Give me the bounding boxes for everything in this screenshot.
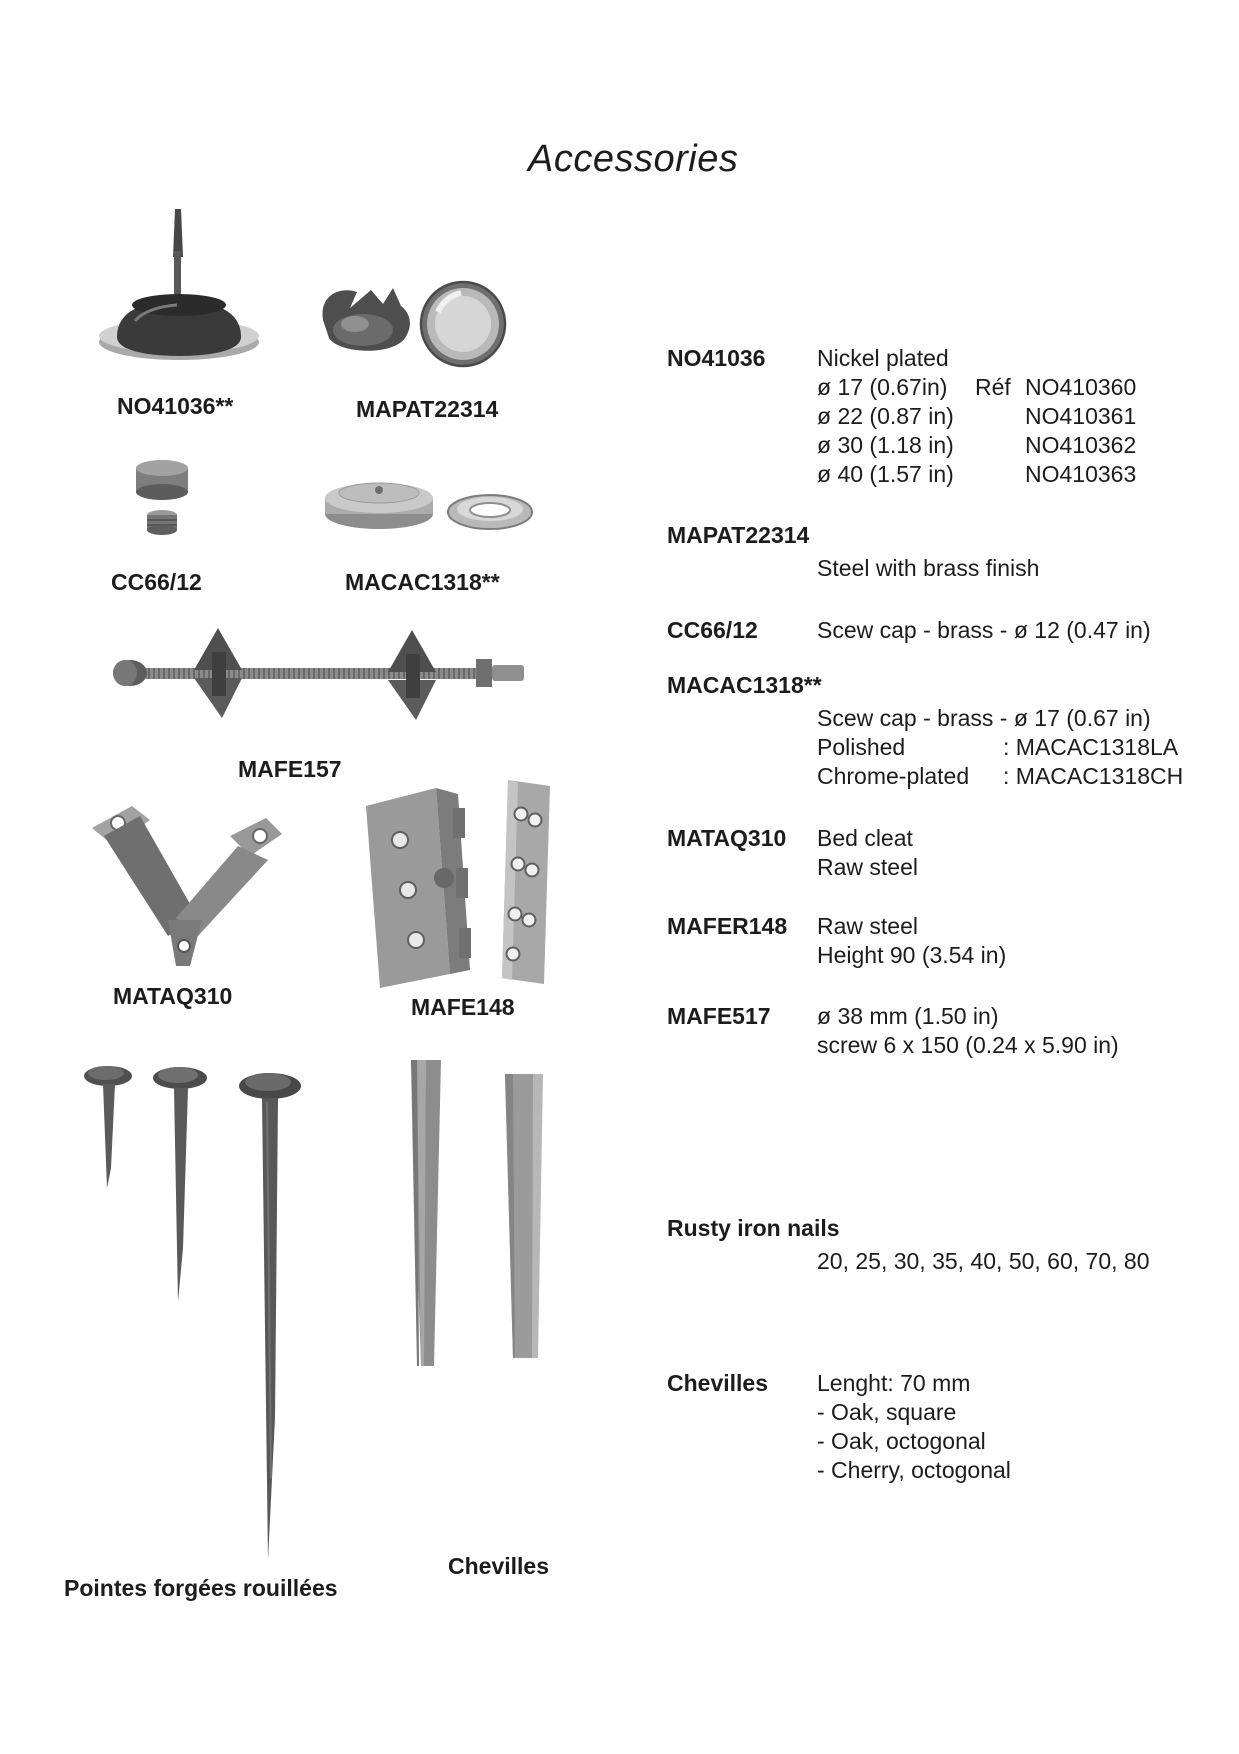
size-ref-row bbox=[817, 460, 1227, 489]
spec-entry-rusty-nails bbox=[667, 1214, 1227, 1276]
spec-line: Raw steel bbox=[817, 913, 918, 939]
spec-desc bbox=[817, 912, 1227, 970]
finish-label: Chrome-plated bbox=[817, 763, 970, 789]
spec-entry-mafe517 bbox=[667, 1002, 1227, 1060]
brass-caps-photo bbox=[305, 276, 515, 371]
spec-term: MAFER148 bbox=[667, 913, 788, 939]
spec-line: - Oak, octogonal bbox=[817, 1428, 986, 1454]
spec-desc bbox=[817, 344, 1227, 489]
size-text: ø 17 (0.67in) bbox=[817, 374, 948, 400]
ref-label: Réf bbox=[975, 374, 1011, 400]
spec-entry-cc6612 bbox=[667, 616, 1227, 645]
spec-line: screw 6 x 150 (0.24 x 5.90 in) bbox=[817, 1032, 1119, 1058]
product-caption-mapat22314: MAPAT22314 bbox=[356, 396, 499, 422]
spec-entry-no41036 bbox=[667, 344, 1227, 489]
product-caption-chevilles: Chevilles bbox=[448, 1553, 549, 1579]
rusty-nails-photo bbox=[78, 1058, 313, 1568]
finish-ref-row bbox=[817, 762, 1227, 791]
spec-line: ø 38 mm (1.50 in) bbox=[817, 1003, 999, 1029]
spec-line: - Cherry, octogonal bbox=[817, 1457, 1011, 1483]
page-title: Accessories bbox=[528, 138, 739, 180]
spec-term: MACAC1318** bbox=[667, 672, 822, 698]
product-caption-macac1318: MACAC1318** bbox=[345, 569, 500, 595]
bed-cleat-photo bbox=[80, 798, 290, 973]
spec-line: Steel with brass finish bbox=[817, 555, 1040, 581]
size-ref-row bbox=[817, 402, 1227, 431]
size-ref-row bbox=[817, 373, 1227, 402]
spec-term: MAFE517 bbox=[667, 1003, 771, 1029]
ref-code: NO410362 bbox=[1025, 432, 1137, 458]
product-caption-mataq310: MATAQ310 bbox=[113, 983, 233, 1009]
size-text: ø 30 (1.18 in) bbox=[817, 432, 954, 458]
ref-code: NO410361 bbox=[1025, 403, 1137, 429]
bed-fitting-photo bbox=[358, 778, 568, 990]
spec-line: - Oak, square bbox=[817, 1399, 957, 1425]
ref-code: : MACAC1318CH bbox=[1003, 763, 1184, 789]
spec-line: Height 90 (3.54 in) bbox=[817, 942, 1007, 968]
wooden-pegs-photo bbox=[393, 1058, 563, 1370]
size-text: ø 22 (0.87 in) bbox=[817, 403, 954, 429]
ref-code: NO410360 bbox=[1025, 374, 1137, 400]
screw-cap-photo bbox=[126, 458, 198, 548]
ref-code: NO410363 bbox=[1025, 461, 1137, 487]
spec-term: MAPAT22314 bbox=[667, 522, 810, 548]
spec-term: MATAQ310 bbox=[667, 825, 787, 851]
spec-desc bbox=[817, 616, 1227, 645]
spec-desc bbox=[817, 824, 1227, 882]
spec-line: Bed cleat bbox=[817, 825, 913, 851]
ref-code: : MACAC1318LA bbox=[1003, 734, 1179, 760]
size-text: ø 40 (1.57 in) bbox=[817, 461, 954, 487]
spec-entry-macac1318 bbox=[667, 671, 1227, 791]
spec-line: Scew cap - brass - ø 17 (0.67 in) bbox=[817, 705, 1151, 731]
bed-bolt-photo bbox=[88, 612, 528, 737]
spec-entry-mapat22314 bbox=[667, 521, 1227, 583]
furniture-glide-nail-photo bbox=[95, 205, 265, 370]
product-caption-mafe157: MAFE157 bbox=[238, 756, 342, 782]
spec-line: Scew cap - brass - ø 12 (0.47 in) bbox=[817, 617, 1151, 643]
spec-line: Lenght: 70 mm bbox=[817, 1370, 971, 1396]
spec-term: CC66/12 bbox=[667, 617, 758, 643]
product-caption-no41036: NO41036** bbox=[117, 393, 234, 419]
spec-term: Rusty iron nails bbox=[667, 1215, 840, 1241]
product-caption-pointes: Pointes forgées rouillées bbox=[64, 1575, 338, 1601]
spec-line: Raw steel bbox=[817, 854, 918, 880]
spec-line: 20, 25, 30, 35, 40, 50, 60, 70, 80 bbox=[817, 1248, 1150, 1274]
spec-desc bbox=[817, 1369, 1227, 1485]
spec-line: Nickel plated bbox=[817, 345, 949, 371]
spec-entry-mataq310 bbox=[667, 824, 1227, 882]
spec-entry-chevilles bbox=[667, 1369, 1227, 1485]
spec-desc bbox=[817, 1002, 1227, 1060]
spec-term: NO41036 bbox=[667, 345, 766, 371]
size-ref-row bbox=[817, 431, 1227, 460]
product-caption-mafe148: MAFE148 bbox=[411, 994, 515, 1020]
spec-desc bbox=[817, 1247, 1227, 1276]
spec-term: Chevilles bbox=[667, 1370, 768, 1396]
spec-entry-mafer148 bbox=[667, 912, 1227, 970]
product-caption-cc6612: CC66/12 bbox=[111, 569, 202, 595]
screw-cap-discs-photo bbox=[322, 462, 542, 552]
finish-ref-row bbox=[817, 733, 1227, 762]
finish-label: Polished bbox=[817, 734, 906, 760]
spec-desc bbox=[817, 704, 1227, 791]
spec-desc bbox=[817, 554, 1227, 583]
